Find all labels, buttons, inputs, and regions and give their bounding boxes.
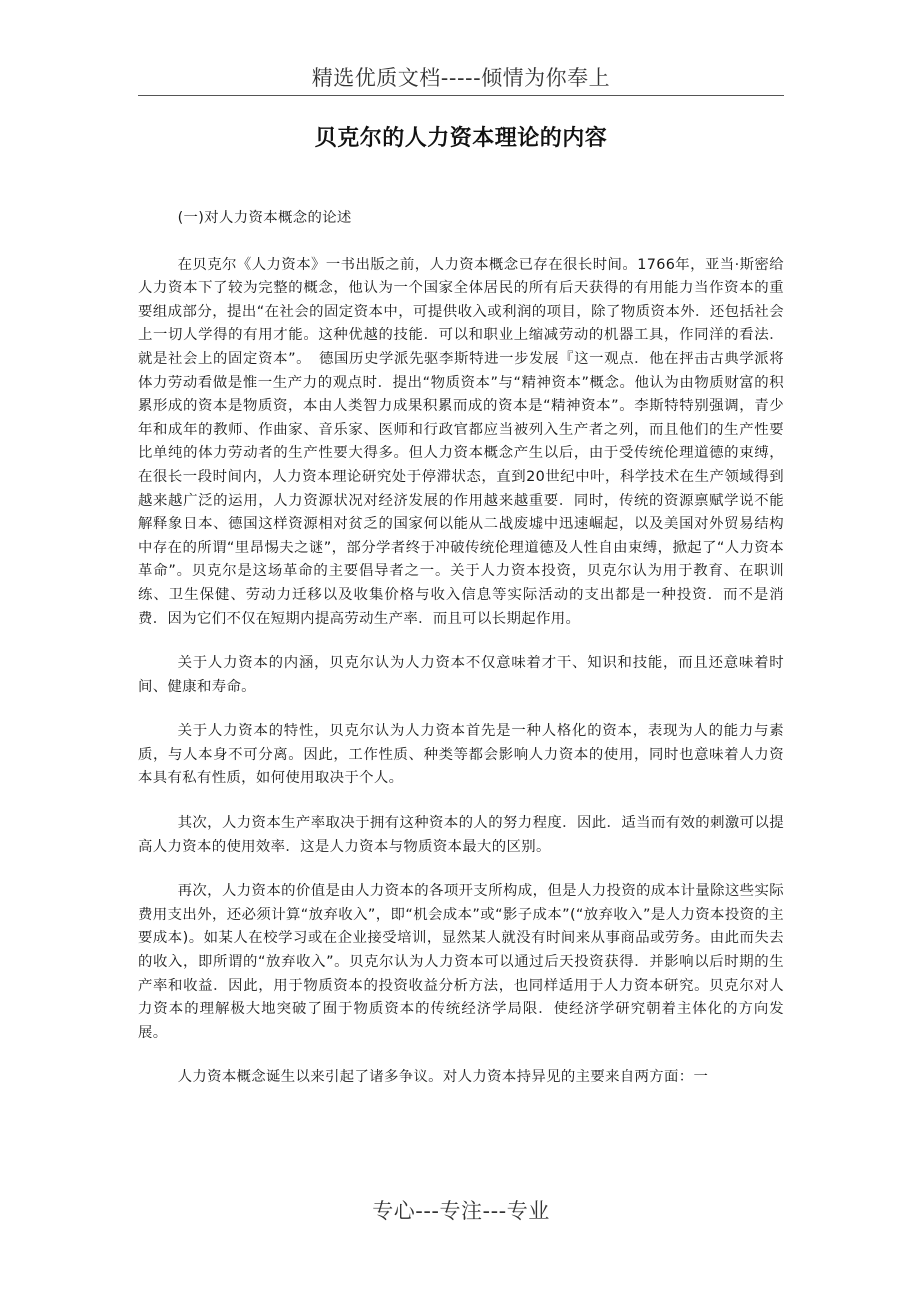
page-header: 精选优质文档-----倾情为你奉上 bbox=[311, 66, 611, 90]
document-body bbox=[138, 207, 784, 1111]
paragraph: 在贝克尔《人力资本》一书出版之前，人力资本概念已存在很长时间。1766年，亚当·斯密给人力资本下了较为完整的概念，他认为一个国家全体居民的所有后天获得的有用能力当作资本的重要组成部分，提出“在社会的固定资本中，可提供收入或利润的项目，除了物质资本外．还包括社会上一切人学得的有用才能。这种优越的技能．可以和职业上缩减劳动的机器工具，作同洋的看法．就是社会上的固定资本”。 德国历史学派先驱李斯特进一步发展『这一观点．他在抨击古典学派将体力劳动看做是惟一生产力的观点时．提出“物质资本”与“精神资本”概念。他认为由物质财富的积累形成的资本是物质资，本由人类智力成果积累而成的资本是“精神资本”。李斯特特别强调，青少年和成年的教师、作曲家、音乐家、医师和行政官都应当被列入生产者之列，而且他们的生产性要比单纯的体力劳动者的生产性要大得多。但人力资本概念产生以后，由于受传统伦理道德的束缚，在很长一段时间内，人力资本理论研究处于停滞状态，直到20世纪中叶，科学技术在生产领域得到越来越广泛的运用，人力资源状况对经济发展的作用越来越重要．同时，传统的资源禀赋学说不能解释象日本、德国这样资源相对贫乏的国家何以能从二战废墟中迅速崛起，以及美国对外贸易结构中存在的所谓“里昂惕夫之谜”，部分学者终于冲破传统伦理道德及人性自由束缚，掀起了“人力资本革命”。贝克尔是这场革命的主要倡导者之一。关于人力资本投资，贝克尔认为用于教育、在职训练、卫生保健、劳动力迁移以及收集价格与收入信息等实际活动的支出都是一种投资．而不是消费．因为它们不仅在短期内提高劳动生产率．而且可以长期起作用。 bbox=[138, 256, 784, 627]
paragraph: 人力资本概念诞生以来引起了诸多争议。对人力资本持异见的主要来自两方面：一 bbox=[177, 1069, 709, 1086]
header-divider bbox=[138, 95, 784, 96]
paragraph: 再次，人力资本的价值是由人力资本的各项开支所构成，但是人力投资的成本计量除这些实际费用支出外，还必须计算“放弃收入”，即“机会成本”或“影子成本”(“放弃收入”是人力资本投资的主要成本)。如某人在校学习或在企业接受培训，显然某人就没有时间来从事商品或劳务。由此而失去的收入，即所谓的“放弃收入”。贝克尔认为人力资本可以通过后天投资获得．并影响以后时期的生产率和收益．因此，用于物质资本的投资收益分析方法，也同样适用于人力资本研究。贝克尔对人力资本的理解极大地突破了囿于物质资本的传统经济学局限．使经济学研究朝着主体化的方向发展。 bbox=[138, 883, 784, 1041]
paragraph: 关于人力资本的特性，贝克尔认为人力资本首先是一种人格化的资本，表现为人的能力与素质，与人本身不可分离。因此，工作性质、种类等都会影响人力资本的使用，同时也意味着人力资本具有私有性质，如何使用取决于个人。 bbox=[138, 723, 784, 787]
document-title: 贝克尔的人力资本理论的内容 bbox=[314, 126, 608, 151]
page-footer: 专心---专注---专业 bbox=[372, 1199, 550, 1223]
paragraph: 关于人力资本的内涵，贝克尔认为人力资本不仅意味着才干、知识和技能，而且还意味着时间、健康和寿命。 bbox=[138, 655, 784, 695]
section-heading: (一)对人力资本概念的论述 bbox=[177, 210, 352, 226]
paragraph: 其次，人力资本生产率取决于拥有这种资本的人的努力程度．因此．适当而有效的刺激可以提高人力资本的使用效率．这是人力资本与物质资本最大的区别。 bbox=[138, 815, 784, 855]
